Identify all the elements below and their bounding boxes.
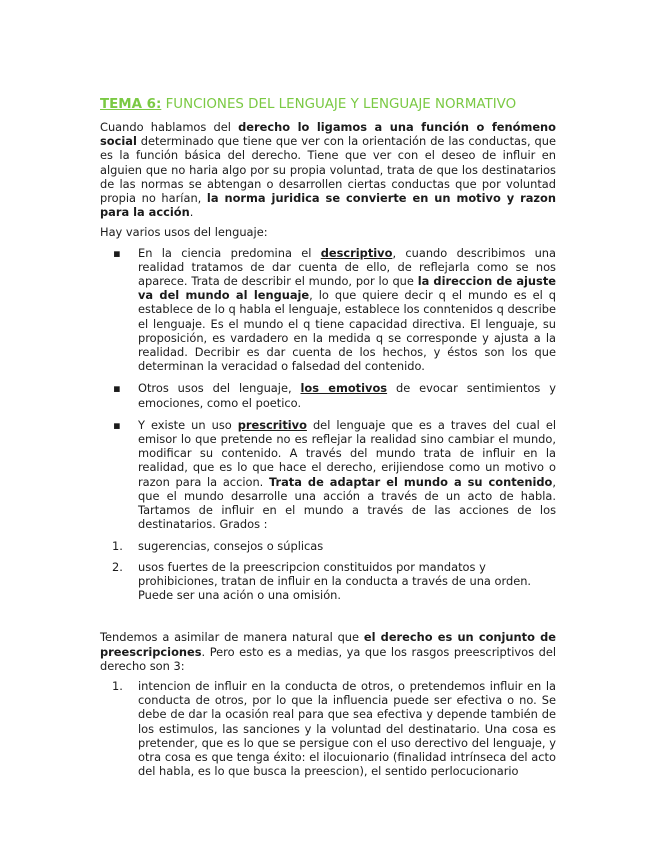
grado-text: sugerencias, consejos o súplicas: [138, 539, 324, 554]
bullet2-text-1: Otros usos del lenguaje,: [138, 381, 301, 396]
bullet-marker: ▪: [113, 381, 121, 396]
intro-text-2: determinado que tiene que ver con la orientación de las conductas, que es la función básica del derecho. Tiene que ver con el deseo de influir en alguien que no haria algo por su propia voluntad, trata de que los destinatarios de las normas se abtengan o desarrollen ciertas conductas que por voluntad propia no harían,: [100, 134, 556, 206]
bullet2-term: los emotivos: [300, 381, 388, 396]
title-text: FUNCIONES DEL LENGUAJE Y LENGUAJE NORMATIVO: [165, 97, 517, 112]
bullet1-text-1: En la ciencia predomina el: [138, 245, 321, 260]
grado-number: 1.: [112, 539, 123, 554]
title-label: TEMA 6:: [100, 97, 162, 112]
list-item-emotivos: [100, 381, 556, 409]
grado-number: 2.: [112, 559, 123, 574]
bullet3-text-3: , que el mundo desarrolle una acción a través de un acto de habla. Tartamos de influir en el mundo a través de las acciones de los destinatarios. Grados :: [138, 474, 556, 532]
para2-text-1: Tendemos a asimilar de manera natural que: [100, 630, 364, 645]
intro-bold-2: la norma juridica se convierte en un motivo y razon para la acción: [100, 191, 556, 220]
rasgo-item: [100, 679, 556, 778]
bullet3-text-1: Y existe un uso: [138, 417, 238, 432]
grado-item: [100, 560, 556, 603]
bullet3-bold: Trata de adaptar el mundo a su contenido: [268, 474, 553, 489]
grado-text: usos fuertes de la preescripcion constituidos por mandatos y prohibiciones, tratan de influir en la conducta a través de una orden. Puede ser una ación o una omisión.: [138, 559, 532, 603]
document-page: [100, 96, 556, 784]
bullet1-text-3: , lo que quiere decir q el mundo es el q establece de lo q habla el lenguaje, establece los conntenidos q describe el lenguaje. Es el mundo el q tiene capacidad directiva. El lenguaje, su proposición, es vardadero en la medida q se corresponde y ajusta a la realidad. Decribir es dar cuenta de los hechos, y éstos son los que determinan la veracidad o falsedad del contenido.: [138, 288, 556, 374]
bullet-marker: ▪: [113, 417, 121, 432]
list-item-descriptivo: [100, 246, 556, 374]
page-title: [100, 96, 556, 114]
intro-bold-1: derecho lo ligamos a una función o fenómeno social: [100, 120, 556, 149]
bullet-marker: ▪: [113, 245, 121, 260]
list-item-prescritivo: [100, 418, 556, 532]
bullet1-text-2: , cuando describimos una realidad tratamos de dar cuenta de ello, de reflejarla como se nos aparece. Trata de describir el mundo, por lo que: [138, 245, 557, 289]
bullet1-bold: la direccion de ajuste va del mundo al lenguaje: [138, 274, 556, 303]
bullet2-text-2: de evocar sentimientos y emociones, como el poetico.: [138, 381, 557, 410]
grado-item: [100, 539, 556, 553]
rasgo-number: 1.: [112, 678, 123, 693]
bullet1-term: descriptivo: [320, 245, 393, 260]
rasgo-text: intencion de influir en la conducta de otros, o pretendemos influir en la conducta de otros, por lo que la influencia puede ser efectiva o no. Se debe de dar la ocasión real para que sea efectiva y depende también de los estimulos, las sanciones y la voluntad del destinatario. Una cosa es pretender, que es lo que se persigue con el uso derectivo del lenguaje, y otra cosa es que tenga éxito: el ilocuionario (finalidad intrínseca del acto del habla, es lo que busca la preescion), el sentido perlocucionario: [138, 678, 556, 779]
usos-intro: Hay varios usos del lenguaje:: [100, 225, 268, 240]
intro-paragraph: [100, 120, 556, 219]
intro-text-3: .: [189, 205, 194, 220]
para2-bold: el derecho es un conjunto de preescripciones: [100, 630, 556, 659]
para2-text-2: . Pero esto es a medias, ya que los rasgos preescriptivos del derecho son 3:: [100, 644, 556, 673]
derecho-paragraph: [100, 630, 556, 673]
intro-text-1: Cuando hablamos del: [100, 120, 239, 134]
bullet3-term: prescritivo: [237, 417, 307, 432]
spacer: [100, 608, 556, 630]
bullet3-text-2: del lenguaje que es a traves del cual el emisor lo que pretende no es reflejar la realidad sino cambiar el mundo, modificar su contenido. A través del mundo trata de influir en la realidad, que es lo que hace el derecho, erijiendose como un motivo o razon para la accion.: [138, 417, 556, 489]
